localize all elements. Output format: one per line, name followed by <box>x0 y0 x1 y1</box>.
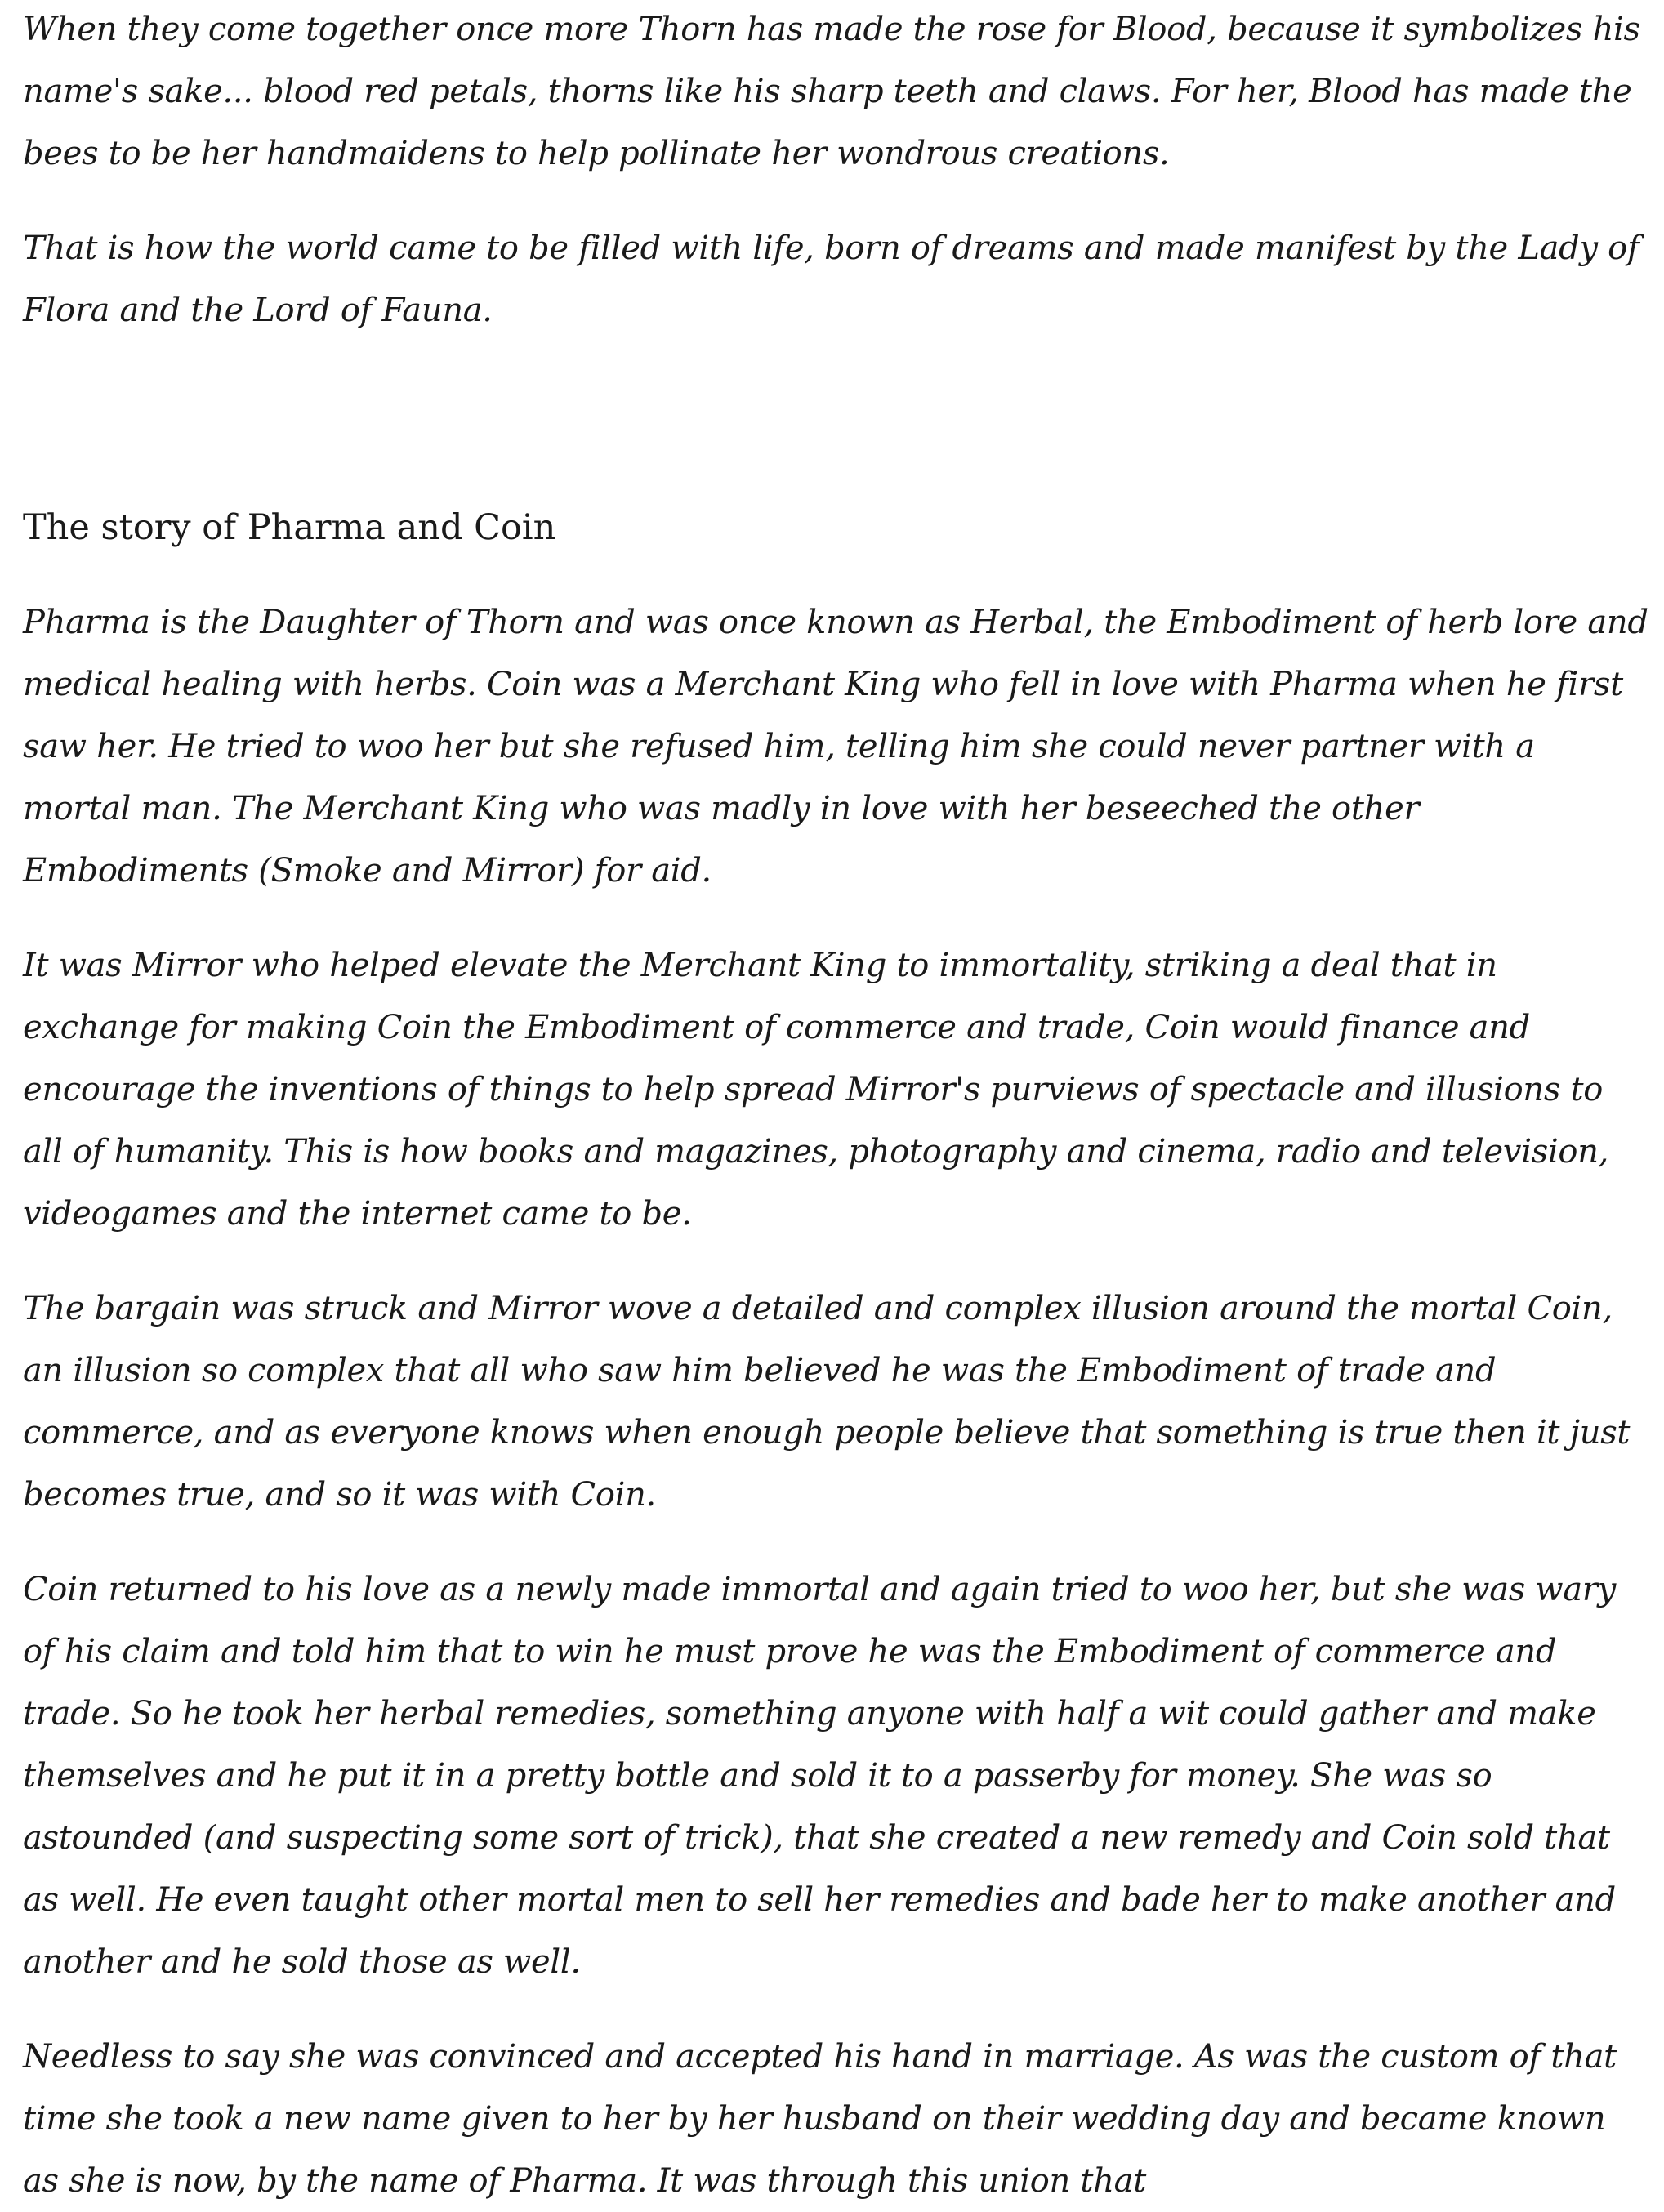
section-spacer <box>23 341 1648 497</box>
paragraph-marriage: Needless to say she was convinced and accepted his hand in marriage. As was the custom of that time she took a new name given to her by her husband on their wedding day and became known as she is now, by the name of Pharma. It was through this union that <box>23 2038 1617 2200</box>
paragraph-spacer <box>23 902 1648 934</box>
paragraph-spacer <box>23 1526 1648 1559</box>
paragraph-coin-returned: Coin returned to his love as a newly made immortal and again tried to woo her, but she was wary of his claim and told him that to win he must prove he was the Embodiment of commerce and trade. So he took her herbal remedies, something anyone with half a wit could gather and make themselves and he put it in a pretty bottle and sold it to a passerby for money. She was so astounded (and suspecting some sort of trick), that she created a new remedy and Coin sold that as well. He even taught other mortal men to sell her remedies and bade her to make another and another and he sold those as well. <box>23 1571 1616 1981</box>
paragraph-spacer <box>23 185 1648 217</box>
document-page <box>23 0 1648 2200</box>
paragraph-spacer <box>23 1245 1648 1278</box>
paragraph-spacer <box>23 559 1648 591</box>
paragraph-pharma-and-coin-intro: Pharma is the Daughter of Thorn and was once known as Herbal, the Embodiment of herb lore and medical healing with herbs. Coin was a Merchant King who fell in love with Pharma when he first saw her. He tried to woo her but she refused him, telling him she could never partner with a mortal man. The Merchant King who was madly in love with her beseeched the other Embodiments (Smoke and Mirror) for aid. <box>23 604 1648 890</box>
paragraph-spacer <box>23 1993 1648 2026</box>
paragraph-world-filled-with-life: That is how the world came to be filled with life, born of dreams and made manifest by the Lady of Flora and the Lord of Fauna. <box>23 230 1639 329</box>
paragraph-mirror-deal: It was Mirror who helped elevate the Merchant King to immortality, striking a deal that in exchange for making Coin the Embodiment of commerce and trade, Coin would finance and encourage the inventions of things to help spread Mirror's purviews of spectacle and illusions to all of humanity. This is how books and magazines, photography and cinema, radio and television, videogames and the internet came to be. <box>23 947 1609 1233</box>
paragraph-rose-and-bees: When they come together once more Thorn has made the rose for Blood, because it symbolizes his name's sake... blood red petals, thorns like his sharp teeth and claws. For her, Blood has made the bees to be her handmaidens to help pollinate her wondrous creations. <box>23 11 1640 172</box>
paragraph-bargain-struck: The bargain was struck and Mirror wove a detailed and complex illusion around the mortal Coin, an illusion so complex that all who saw him believed he was the Embodiment of trade and commerce, and as everyone knows when enough people believe that something is true then it just becomes true, and so it was with Coin. <box>23 1290 1631 1514</box>
section-title: The story of Pharma and Coin <box>23 507 556 548</box>
